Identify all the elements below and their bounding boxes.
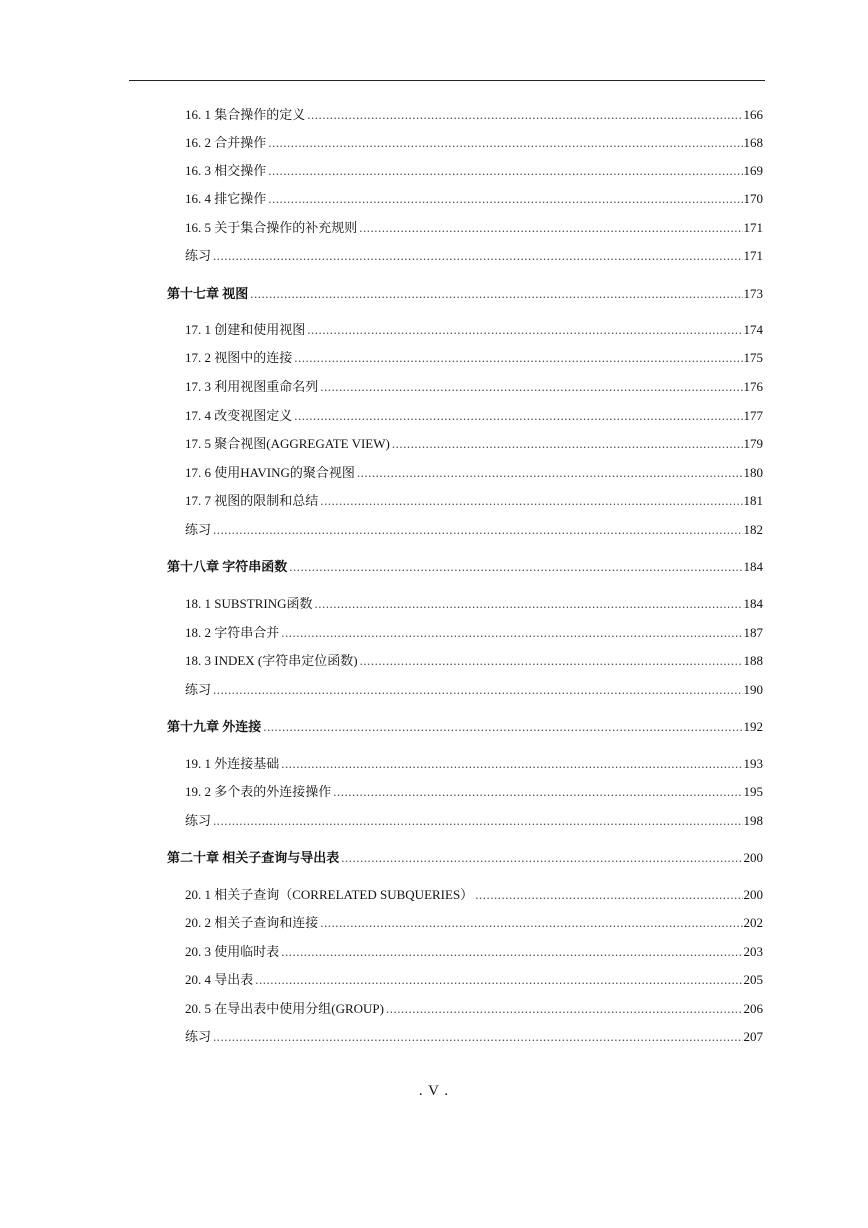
toc-section-entry[interactable] xyxy=(185,350,763,366)
dot-leader xyxy=(359,220,742,236)
toc-entry-title: 19. 2 多个表的外连接操作 xyxy=(185,784,332,799)
dot-leader xyxy=(320,493,742,509)
toc-entry-page: 168 xyxy=(743,135,763,150)
toc-entry-page: 198 xyxy=(743,813,763,828)
toc-section-entry[interactable] xyxy=(185,493,763,509)
toc-section-entry[interactable] xyxy=(185,756,763,772)
dot-leader xyxy=(255,972,742,988)
toc-entry-title: 练习 xyxy=(185,248,212,263)
toc-section-entry[interactable] xyxy=(185,653,763,669)
toc-entry-page: 187 xyxy=(743,625,763,640)
toc-entry-page: 188 xyxy=(743,653,763,668)
toc-section-entry[interactable] xyxy=(185,408,763,424)
toc-entry-title: 练习 xyxy=(185,813,212,828)
toc-entry-title: 17. 4 改变视图定义 xyxy=(185,408,293,423)
toc-entry-page: 175 xyxy=(743,350,763,365)
dot-leader xyxy=(315,596,743,612)
toc-section-entry[interactable] xyxy=(185,682,763,698)
toc-section-entry[interactable] xyxy=(185,972,763,988)
toc-entry-title: 17. 3 利用视图重命名列 xyxy=(185,379,319,394)
dot-leader xyxy=(213,813,742,829)
toc-section-entry[interactable] xyxy=(185,813,763,829)
toc-chapter-entry[interactable] xyxy=(167,719,763,735)
toc-section-entry[interactable] xyxy=(185,322,763,338)
toc-entry-page: 206 xyxy=(743,1001,763,1016)
toc-section-entry[interactable] xyxy=(185,163,763,179)
dot-leader xyxy=(281,756,742,772)
toc-entry-title: 16. 4 排它操作 xyxy=(185,191,267,206)
toc-section-entry[interactable] xyxy=(185,1029,763,1045)
toc-entry-title: 16. 5 关于集合操作的补充规则 xyxy=(185,220,358,235)
toc-entry-title: 17. 7 视图的限制和总结 xyxy=(185,493,319,508)
toc-entry-page: 171 xyxy=(743,220,763,235)
toc-chapter-entry[interactable] xyxy=(167,850,763,866)
dot-leader xyxy=(357,465,743,481)
toc-entry-title: 20. 4 导出表 xyxy=(185,972,254,987)
toc-entry-title: 17. 2 视图中的连接 xyxy=(185,350,293,365)
dot-leader xyxy=(386,1001,743,1017)
toc-entry-title: 练习 xyxy=(185,682,212,697)
toc-entry-page: 180 xyxy=(743,465,763,480)
toc-entry-title: 17. 5 聚合视图(AGGREGATE VIEW) xyxy=(185,436,390,451)
toc-entry-title: 20. 3 使用临时表 xyxy=(185,944,280,959)
dot-leader xyxy=(392,436,743,452)
toc-entry-page: 203 xyxy=(743,944,763,959)
toc-entry-page: 171 xyxy=(743,248,763,263)
toc-entry-page: 207 xyxy=(743,1029,763,1044)
toc-entry-page: 200 xyxy=(743,850,763,865)
toc-entry-page: 177 xyxy=(743,408,763,423)
dot-leader xyxy=(475,887,742,903)
dot-leader xyxy=(294,408,742,424)
toc-section-entry[interactable] xyxy=(185,522,763,538)
dot-leader xyxy=(250,286,742,302)
toc-entry-title: 18. 1 SUBSTRING函数 xyxy=(185,596,313,611)
dot-leader xyxy=(268,163,742,179)
toc-section-entry[interactable] xyxy=(185,944,763,960)
toc-chapter-entry[interactable] xyxy=(167,286,763,302)
dot-leader xyxy=(281,944,742,960)
dot-leader xyxy=(213,682,742,698)
dot-leader xyxy=(213,1029,742,1045)
dot-leader xyxy=(268,135,742,151)
toc-entry-page: 182 xyxy=(743,522,763,537)
toc-entry-title: 16. 3 相交操作 xyxy=(185,163,267,178)
toc-section-entry[interactable] xyxy=(185,379,763,395)
toc-entry-page: 179 xyxy=(743,436,763,451)
toc-entry-page: 169 xyxy=(743,163,763,178)
toc-entry-page: 200 xyxy=(743,887,763,902)
toc-entry-title: 第二十章 相关子查询与导出表 xyxy=(167,850,340,865)
toc-section-entry[interactable] xyxy=(185,915,763,931)
toc-section-entry[interactable] xyxy=(185,887,763,903)
dot-leader xyxy=(268,191,742,207)
toc-entry-title: 20. 2 相关子查询和连接 xyxy=(185,915,319,930)
dot-leader xyxy=(307,322,742,338)
dot-leader xyxy=(213,522,742,538)
toc-entry-title: 18. 3 INDEX (字符串定位函数) xyxy=(185,653,358,668)
toc-entry-page: 174 xyxy=(743,322,763,337)
dot-leader xyxy=(333,784,742,800)
dot-leader xyxy=(281,625,742,641)
toc-entry-title: 16. 1 集合操作的定义 xyxy=(185,107,306,122)
toc-section-entry[interactable] xyxy=(185,436,763,452)
toc-entry-page: 170 xyxy=(743,191,763,206)
dot-leader xyxy=(263,719,742,735)
toc-entry-page: 195 xyxy=(743,784,763,799)
dot-leader xyxy=(360,653,743,669)
toc-section-entry[interactable] xyxy=(185,220,763,236)
toc-entry-title: 17. 1 创建和使用视图 xyxy=(185,322,306,337)
toc-entry-title: 练习 xyxy=(185,522,212,537)
toc-section-entry[interactable] xyxy=(185,784,763,800)
page-number: . V . xyxy=(418,1083,450,1099)
toc-section-entry[interactable] xyxy=(185,248,763,264)
toc-entry-title: 练习 xyxy=(185,1029,212,1044)
toc-section-entry[interactable] xyxy=(185,625,763,641)
dot-leader xyxy=(341,850,742,866)
toc-entry-page: 202 xyxy=(743,915,763,930)
toc-entry-title: 20. 5 在导出表中使用分组(GROUP) xyxy=(185,1001,384,1016)
toc-entry-title: 第十九章 外连接 xyxy=(167,719,262,734)
toc-entry-title: 17. 6 使用HAVING的聚合视图 xyxy=(185,465,355,480)
dot-leader xyxy=(289,559,742,575)
toc-chapter-entry[interactable] xyxy=(167,559,763,575)
toc-section-entry[interactable] xyxy=(185,596,763,612)
toc-entry-title: 16. 2 合并操作 xyxy=(185,135,267,150)
toc-entry-title: 20. 1 相关子查询（CORRELATED SUBQUERIES） xyxy=(185,887,474,902)
toc-entry-title: 第十八章 字符串函数 xyxy=(167,559,288,574)
toc-entry-page: 192 xyxy=(743,719,763,734)
dot-leader xyxy=(307,107,742,123)
toc-entry-page: 184 xyxy=(743,559,763,574)
toc-entry-title: 18. 2 字符串合并 xyxy=(185,625,280,640)
toc-entry-page: 176 xyxy=(743,379,763,394)
toc-entry-page: 190 xyxy=(743,682,763,697)
toc-entry-page: 193 xyxy=(743,756,763,771)
dot-leader xyxy=(320,915,742,931)
dot-leader xyxy=(294,350,742,366)
toc-entry-page: 166 xyxy=(743,107,763,122)
toc-section-entry[interactable] xyxy=(185,107,763,123)
dot-leader xyxy=(213,248,742,264)
toc-section-entry[interactable] xyxy=(185,465,763,481)
toc-section-entry[interactable] xyxy=(185,1001,763,1017)
dot-leader xyxy=(320,379,742,395)
toc-entry-title: 第十七章 视图 xyxy=(167,286,249,301)
toc-entry-title: 19. 1 外连接基础 xyxy=(185,756,280,771)
toc-entry-page: 184 xyxy=(743,596,763,611)
toc-section-entry[interactable] xyxy=(185,135,763,151)
toc-section-entry[interactable] xyxy=(185,191,763,207)
toc-entry-page: 205 xyxy=(743,972,763,987)
toc-entry-page: 181 xyxy=(743,493,763,508)
toc-entry-page: 173 xyxy=(743,286,763,301)
